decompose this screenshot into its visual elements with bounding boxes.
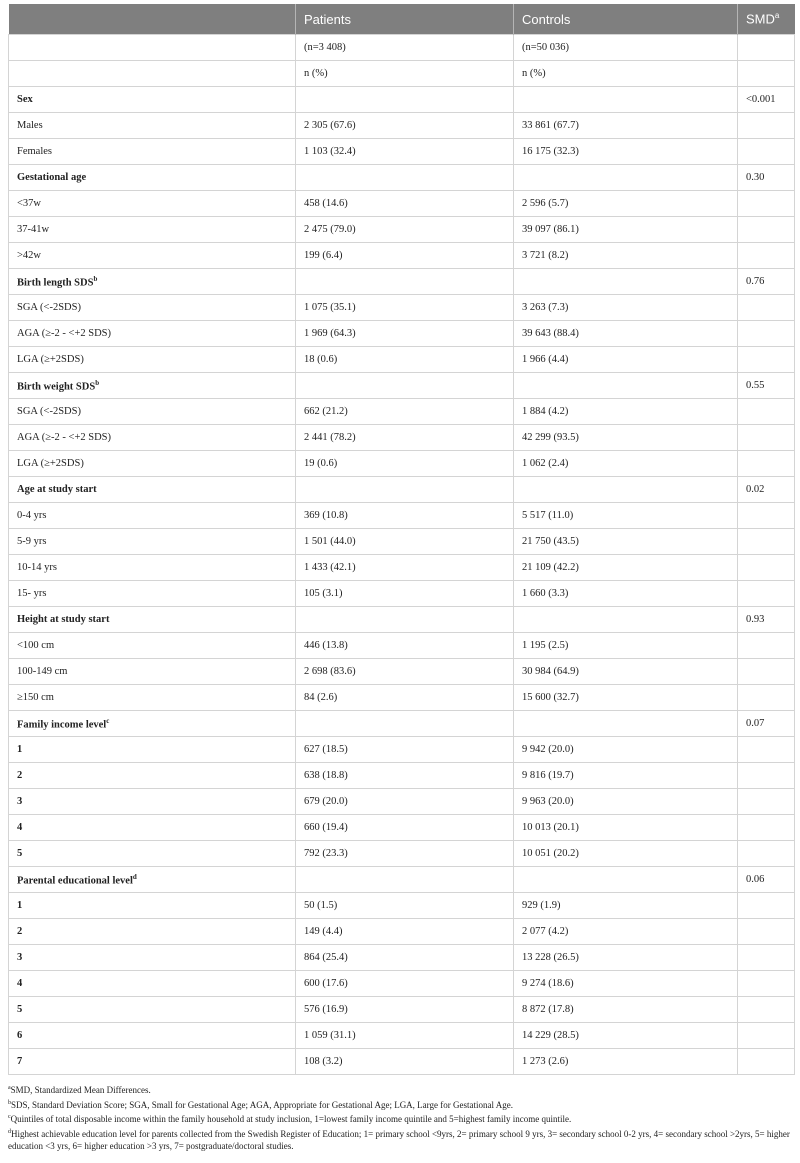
smd-cell — [738, 1049, 795, 1075]
row-label — [9, 685, 296, 711]
row-label-text: SGA (<-2SDS) — [17, 302, 81, 313]
controls-cell: n (%) — [514, 61, 738, 87]
header-smd-label: SMD — [746, 11, 775, 27]
row-label-text: Sex — [17, 94, 33, 105]
patients-cell: 679 (20.0) — [296, 789, 514, 815]
table-row — [9, 217, 795, 243]
smd-cell — [738, 425, 795, 451]
patients-cell: 600 (17.6) — [296, 971, 514, 997]
smd-cell — [738, 35, 795, 61]
controls-cell — [514, 867, 738, 893]
row-label-text: Age at study start — [17, 484, 97, 495]
row-label-text: 3 — [17, 952, 23, 963]
smd-cell — [738, 295, 795, 321]
row-label-text: Females — [17, 146, 52, 157]
row-label — [9, 243, 296, 269]
patients-cell: 1 501 (44.0) — [296, 529, 514, 555]
smd-cell — [738, 737, 795, 763]
patients-cell: 2 305 (67.6) — [296, 113, 514, 139]
row-label — [9, 477, 296, 503]
smd-cell — [738, 997, 795, 1023]
row-label — [9, 87, 296, 113]
footnote — [8, 1097, 794, 1112]
row-label-text: ≥150 cm — [17, 692, 54, 703]
controls-cell — [514, 87, 738, 113]
smd-cell — [738, 581, 795, 607]
controls-cell: (n=50 036) — [514, 35, 738, 61]
row-label-text: 5 — [17, 1004, 23, 1015]
patients-cell: 2 475 (79.0) — [296, 217, 514, 243]
table-row — [9, 815, 795, 841]
row-label-text: 4 — [17, 978, 23, 989]
row-label-text: 0-4 yrs — [17, 510, 47, 521]
patients-cell: 576 (16.9) — [296, 997, 514, 1023]
controls-cell: 3 721 (8.2) — [514, 243, 738, 269]
row-label-text: Birth weight SDS — [17, 381, 96, 393]
patients-cell: 84 (2.6) — [296, 685, 514, 711]
smd-cell — [738, 61, 795, 87]
row-label-text: Height at study start — [17, 614, 110, 625]
smd-cell — [738, 659, 795, 685]
patients-cell: 149 (4.4) — [296, 919, 514, 945]
row-label — [9, 945, 296, 971]
controls-cell — [514, 165, 738, 191]
controls-cell: 9 274 (18.6) — [514, 971, 738, 997]
footnote — [8, 1126, 794, 1153]
patients-cell — [296, 269, 514, 295]
row-label — [9, 503, 296, 529]
table-row — [9, 685, 795, 711]
characteristics-table — [8, 4, 795, 1075]
smd-cell: 0.07 — [738, 711, 795, 737]
row-label-text: 7 — [17, 1056, 23, 1067]
patients-cell: (n=3 408) — [296, 35, 514, 61]
smd-cell — [738, 503, 795, 529]
row-label-text: 4 — [17, 822, 23, 833]
row-label-text: Gestational age — [17, 172, 87, 183]
table-row — [9, 347, 795, 373]
patients-cell: 1 075 (35.1) — [296, 295, 514, 321]
table-row — [9, 919, 795, 945]
smd-cell — [738, 399, 795, 425]
patients-cell: 660 (19.4) — [296, 815, 514, 841]
controls-cell: 1 062 (2.4) — [514, 451, 738, 477]
row-label — [9, 659, 296, 685]
table-row — [9, 269, 795, 295]
row-label — [9, 347, 296, 373]
footnote-text: Quintiles of total disposable income within the family household at study inclusion, 1=lowest family income quintile and 5=highest family income quintile. — [10, 1114, 572, 1124]
table-header — [9, 4, 795, 35]
patients-cell: 1 059 (31.1) — [296, 1023, 514, 1049]
smd-cell: 0.93 — [738, 607, 795, 633]
smd-cell — [738, 945, 795, 971]
footnote — [8, 1111, 794, 1126]
row-label-text: 15- yrs — [17, 588, 47, 599]
row-label-text: Birth length SDS — [17, 277, 94, 289]
table-row — [9, 425, 795, 451]
controls-cell: 13 228 (26.5) — [514, 945, 738, 971]
controls-cell: 1 195 (2.5) — [514, 633, 738, 659]
patients-cell: 638 (18.8) — [296, 763, 514, 789]
patients-cell: 662 (21.2) — [296, 399, 514, 425]
footnote-mark: c — [106, 716, 110, 725]
controls-cell: 10 013 (20.1) — [514, 815, 738, 841]
smd-cell — [738, 815, 795, 841]
controls-cell: 10 051 (20.2) — [514, 841, 738, 867]
row-label — [9, 555, 296, 581]
controls-cell: 9 942 (20.0) — [514, 737, 738, 763]
controls-cell: 1 966 (4.4) — [514, 347, 738, 373]
row-label-text: 1 — [17, 900, 23, 911]
smd-cell — [738, 529, 795, 555]
row-label-text: 3 — [17, 796, 23, 807]
row-label — [9, 165, 296, 191]
patients-cell: 446 (13.8) — [296, 633, 514, 659]
footnote-mark: b — [95, 378, 100, 387]
controls-cell: 33 861 (67.7) — [514, 113, 738, 139]
smd-cell — [738, 633, 795, 659]
table-row — [9, 659, 795, 685]
patients-cell — [296, 711, 514, 737]
patients-cell: 18 (0.6) — [296, 347, 514, 373]
row-label — [9, 971, 296, 997]
patients-cell — [296, 165, 514, 191]
controls-cell — [514, 373, 738, 399]
footnote-mark: b — [8, 1099, 11, 1106]
controls-cell: 16 175 (32.3) — [514, 139, 738, 165]
patients-cell: 1 103 (32.4) — [296, 139, 514, 165]
smd-cell: 0.76 — [738, 269, 795, 295]
controls-cell: 2 077 (4.2) — [514, 919, 738, 945]
controls-cell: 14 229 (28.5) — [514, 1023, 738, 1049]
header-controls: Controls — [514, 4, 738, 35]
controls-cell: 9 963 (20.0) — [514, 789, 738, 815]
row-label-text: Parental educational level — [17, 875, 133, 887]
table-row — [9, 191, 795, 217]
smd-cell — [738, 113, 795, 139]
row-label-text: Males — [17, 120, 43, 131]
patients-cell — [296, 87, 514, 113]
patients-cell: 199 (6.4) — [296, 243, 514, 269]
table-row — [9, 35, 795, 61]
patients-cell: 458 (14.6) — [296, 191, 514, 217]
controls-cell — [514, 711, 738, 737]
row-label — [9, 737, 296, 763]
table-row — [9, 243, 795, 269]
smd-cell — [738, 1023, 795, 1049]
row-label — [9, 919, 296, 945]
smd-cell — [738, 243, 795, 269]
row-label-text: 2 — [17, 926, 23, 937]
patients-cell — [296, 477, 514, 503]
row-label — [9, 815, 296, 841]
patients-cell: 50 (1.5) — [296, 893, 514, 919]
row-label — [9, 295, 296, 321]
smd-cell — [738, 841, 795, 867]
row-label-text: Family income level — [17, 719, 107, 731]
patients-cell: 864 (25.4) — [296, 945, 514, 971]
controls-cell: 39 643 (88.4) — [514, 321, 738, 347]
table-row — [9, 633, 795, 659]
smd-cell: <0.001 — [738, 87, 795, 113]
row-label-text: 37-41w — [17, 224, 50, 235]
table-row — [9, 295, 795, 321]
table-row — [9, 1023, 795, 1049]
smd-cell — [738, 555, 795, 581]
row-label-text: 5 — [17, 848, 23, 859]
footnote-text: SDS, Standard Deviation Score; SGA, Small for Gestational Age; AGA, Appropriate for Gestational Age; LGA, Large for Gestational Age. — [11, 1099, 513, 1110]
row-label-text: LGA (≥+2SDS) — [17, 354, 84, 365]
footnote-mark: c — [8, 1114, 11, 1120]
table-row — [9, 945, 795, 971]
row-label-text: 1 — [17, 744, 23, 755]
patients-cell: 2 698 (83.6) — [296, 659, 514, 685]
row-label — [9, 1023, 296, 1049]
row-label — [9, 451, 296, 477]
table-row — [9, 607, 795, 633]
row-label-text: 2 — [17, 770, 23, 781]
row-label — [9, 373, 296, 399]
footnote-mark: a — [8, 1085, 11, 1091]
row-label — [9, 789, 296, 815]
controls-cell: 9 816 (19.7) — [514, 763, 738, 789]
smd-cell — [738, 347, 795, 373]
table-row — [9, 373, 795, 399]
table-row — [9, 763, 795, 789]
controls-cell: 929 (1.9) — [514, 893, 738, 919]
patients-cell: 19 (0.6) — [296, 451, 514, 477]
table-row — [9, 971, 795, 997]
table-row — [9, 997, 795, 1023]
controls-cell: 30 984 (64.9) — [514, 659, 738, 685]
row-label — [9, 425, 296, 451]
row-label-text: 10-14 yrs — [17, 562, 57, 573]
document — [8, 4, 794, 1153]
footnote — [8, 1082, 794, 1097]
header-variable — [9, 4, 296, 35]
header-smd — [738, 4, 795, 35]
controls-cell: 15 600 (32.7) — [514, 685, 738, 711]
controls-cell — [514, 477, 738, 503]
row-label — [9, 997, 296, 1023]
table-row — [9, 165, 795, 191]
patients-cell: 1 433 (42.1) — [296, 555, 514, 581]
table-row — [9, 61, 795, 87]
row-label — [9, 61, 296, 87]
row-label — [9, 217, 296, 243]
row-label — [9, 607, 296, 633]
row-label — [9, 867, 296, 893]
table-body — [9, 35, 795, 1075]
table-row — [9, 737, 795, 763]
smd-cell — [738, 893, 795, 919]
controls-cell: 8 872 (17.8) — [514, 997, 738, 1023]
smd-cell — [738, 191, 795, 217]
controls-cell: 39 097 (86.1) — [514, 217, 738, 243]
table-row — [9, 139, 795, 165]
table-row — [9, 529, 795, 555]
patients-cell — [296, 607, 514, 633]
table-row — [9, 841, 795, 867]
patients-cell: 627 (18.5) — [296, 737, 514, 763]
table-row — [9, 321, 795, 347]
smd-cell — [738, 919, 795, 945]
patients-cell: 792 (23.3) — [296, 841, 514, 867]
row-label-text: AGA (≥-2 - <+2 SDS) — [17, 328, 112, 339]
footnote-text: Highest achievable education level for parents collected from the Swedish Register of Education; 1= primary school <9yrs, 2= primary school 9 yrs, 3= secondary school 0-2 yrs, 4= secondary school >2yrs, 5= higher education <3 yrs, 6= higher education >3 yrs, 7= postgraduate/doctoral studies. — [8, 1128, 790, 1151]
row-label — [9, 399, 296, 425]
footnote-text: SMD, Standardized Mean Differences. — [10, 1085, 151, 1095]
row-label-text: 6 — [17, 1030, 23, 1041]
smd-cell — [738, 217, 795, 243]
smd-cell — [738, 789, 795, 815]
row-label-text: LGA (≥+2SDS) — [17, 458, 84, 469]
patients-cell: 2 441 (78.2) — [296, 425, 514, 451]
table-row — [9, 555, 795, 581]
header-patients: Patients — [296, 4, 514, 35]
smd-cell: 0.55 — [738, 373, 795, 399]
controls-cell: 21 750 (43.5) — [514, 529, 738, 555]
table-row — [9, 113, 795, 139]
footnote-mark: d — [132, 872, 137, 881]
patients-cell: 105 (3.1) — [296, 581, 514, 607]
row-label — [9, 139, 296, 165]
row-label — [9, 113, 296, 139]
controls-cell: 5 517 (11.0) — [514, 503, 738, 529]
table-row — [9, 1049, 795, 1075]
smd-cell: 0.06 — [738, 867, 795, 893]
row-label — [9, 893, 296, 919]
header-smd-footnote-mark: a — [774, 11, 780, 21]
controls-cell: 1 884 (4.2) — [514, 399, 738, 425]
row-label-text: AGA (≥-2 - <+2 SDS) — [17, 432, 112, 443]
smd-cell — [738, 321, 795, 347]
patients-cell: 108 (3.2) — [296, 1049, 514, 1075]
footnote-mark: b — [93, 274, 98, 283]
table-row — [9, 867, 795, 893]
table-row — [9, 399, 795, 425]
row-label-text: <100 cm — [17, 640, 55, 651]
smd-cell — [738, 685, 795, 711]
row-label-text: <37w — [17, 198, 42, 209]
row-label — [9, 191, 296, 217]
table-row — [9, 581, 795, 607]
row-label — [9, 763, 296, 789]
row-label — [9, 529, 296, 555]
controls-cell: 2 596 (5.7) — [514, 191, 738, 217]
row-label — [9, 269, 296, 295]
controls-cell: 3 263 (7.3) — [514, 295, 738, 321]
controls-cell: 42 299 (93.5) — [514, 425, 738, 451]
row-label — [9, 581, 296, 607]
row-label-text: 5-9 yrs — [17, 536, 47, 547]
row-label-text: SGA (<-2SDS) — [17, 406, 81, 417]
controls-cell — [514, 269, 738, 295]
controls-cell: 21 109 (42.2) — [514, 555, 738, 581]
table-row — [9, 503, 795, 529]
smd-cell — [738, 971, 795, 997]
row-label-text: 100-149 cm — [17, 666, 68, 677]
table-row — [9, 893, 795, 919]
row-label — [9, 1049, 296, 1075]
footnote-mark: d — [8, 1128, 11, 1135]
row-label — [9, 321, 296, 347]
smd-cell — [738, 139, 795, 165]
smd-cell: 0.30 — [738, 165, 795, 191]
smd-cell: 0.02 — [738, 477, 795, 503]
table-row — [9, 477, 795, 503]
row-label-text: >42w — [17, 250, 42, 261]
row-label — [9, 841, 296, 867]
footnotes — [8, 1082, 794, 1153]
table-row — [9, 711, 795, 737]
table-row — [9, 451, 795, 477]
controls-cell: 1 273 (2.6) — [514, 1049, 738, 1075]
table-row — [9, 87, 795, 113]
patients-cell: 1 969 (64.3) — [296, 321, 514, 347]
patients-cell: 369 (10.8) — [296, 503, 514, 529]
patients-cell — [296, 867, 514, 893]
table-row — [9, 789, 795, 815]
controls-cell: 1 660 (3.3) — [514, 581, 738, 607]
smd-cell — [738, 451, 795, 477]
controls-cell — [514, 607, 738, 633]
row-label — [9, 633, 296, 659]
row-label — [9, 35, 296, 61]
smd-cell — [738, 763, 795, 789]
row-label — [9, 711, 296, 737]
patients-cell: n (%) — [296, 61, 514, 87]
patients-cell — [296, 373, 514, 399]
